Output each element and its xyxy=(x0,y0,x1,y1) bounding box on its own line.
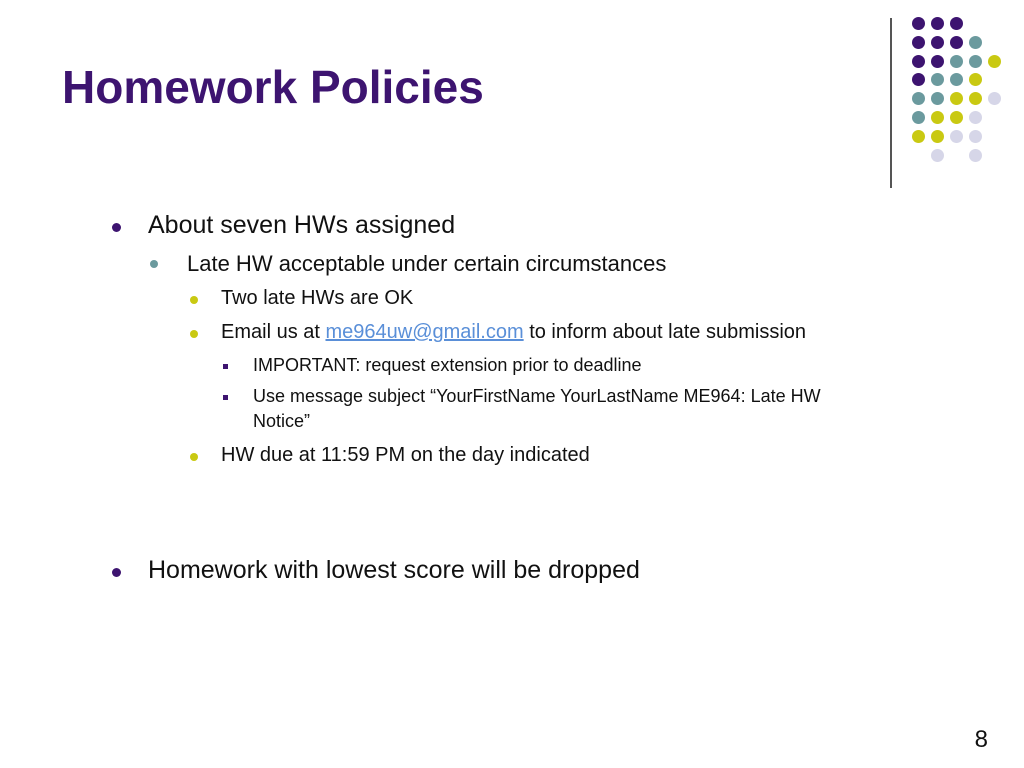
bullet-level3: Two late HWs are OK xyxy=(221,287,414,309)
bullet-level2: Late HW acceptable under certain circumstances xyxy=(187,251,667,276)
bullet-level4-subject xyxy=(253,384,821,434)
bullet-icon xyxy=(112,223,121,232)
email-text-pre: Email us at xyxy=(221,321,326,343)
bullet-level3-email xyxy=(221,321,806,344)
bullet-icon xyxy=(112,568,121,577)
email-link[interactable]: me964uw@gmail.com xyxy=(325,321,524,343)
subject-line-2: Notice” xyxy=(253,411,311,431)
slide-title: Homework Policies xyxy=(62,61,484,113)
bullet-level1: About seven HWs assigned xyxy=(148,211,456,239)
subject-line-1: Use message subject “YourFirstName YourLastName ME964: Late HW xyxy=(253,386,821,406)
bullet-icon xyxy=(150,260,158,268)
bullet-level1: Homework with lowest score will be dropped xyxy=(148,556,640,584)
bullet-level4: IMPORTANT: request extension prior to deadline xyxy=(253,355,642,375)
page-number: 8 xyxy=(974,726,988,753)
bullet-icon xyxy=(190,330,198,338)
bullet-icon xyxy=(190,296,198,304)
bullet-icon xyxy=(223,364,228,369)
email-text-post: to inform about late submission xyxy=(523,321,807,343)
bullet-icon xyxy=(190,453,198,461)
bullet-icon xyxy=(223,395,228,400)
bullet-level3: HW due at 11:59 PM on the day indicated xyxy=(221,444,590,466)
